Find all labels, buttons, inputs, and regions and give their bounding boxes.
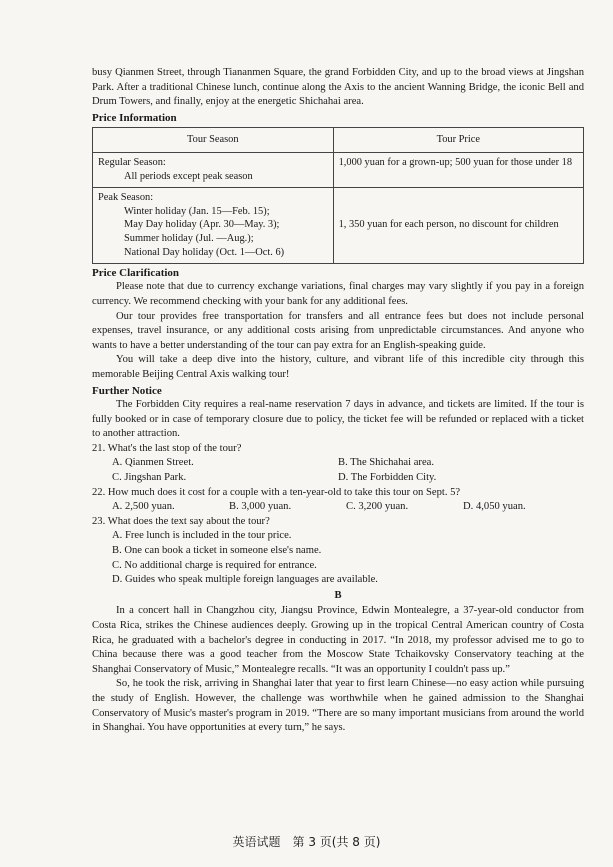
clarification-paragraph: You will take a deep dive into the history, culture, and vibrant life of this incredible city through this memorable Beijing Central Axis walking tour!: [92, 354, 584, 380]
option-row: [92, 456, 584, 471]
notice-heading: Further Notice: [92, 384, 162, 397]
peak-label: Peak Season:: [98, 191, 154, 203]
passage-b-paragraph: So, he took the risk, arriving in Shanghai later that year to first learn Chinese—no easy action while pursuing the study of English. However, the challenge was worthwhile when he gained admission to the Shanghai Conservatory of Music's master's program in 2019. “There are so many important musicians from around the world in Shanghai. You have opportunities at every turn,” he says.: [92, 678, 584, 734]
option-a: A. 2,500 yuan.: [112, 501, 175, 513]
question-stem: 23. What does the text say about the tour?: [92, 515, 270, 527]
table-header-row: [93, 128, 584, 153]
intro-paragraph: busy Qianmen Street, through Tiananmen Square, the grand Forbidden City, and up to the broad views at Jingshan Park. After a traditional Chinese lunch, continue along the Axis to the ancient Wanning Bridge, the iconic Bell and Drum Towers, and finally, enjoy at the energetic Shichahai area.: [92, 67, 584, 108]
option-d: D. Guides who speak multiple foreign languages are available.: [112, 574, 378, 586]
col-season-header: Tour Season: [93, 128, 334, 153]
option-c: C. No additional charge is required for entrance.: [112, 559, 317, 571]
regular-price-cell: 1,000 yuan for a grown-up; 500 yuan for those under 18: [333, 153, 583, 188]
option-c: C. 3,200 yuan.: [346, 501, 409, 513]
question-21: [92, 442, 584, 486]
peak-item: Summer holiday (Jul. —Aug.);: [124, 233, 254, 245]
option-a: A. Free lunch is included in the tour price.: [112, 530, 292, 542]
notice-paragraph: The Forbidden City requires a real-name reservation 7 days in advance, and tickets are limited. If the tour is fully booked or in case of temporary closure due to policy, the ticket fee will be refunded or replaced with a ticket to another attraction.: [92, 399, 584, 440]
option-b: B. 3,000 yuan.: [229, 501, 292, 513]
clarification-paragraph: Please note that due to currency exchange variations, final charges may vary slightly if you pay in a foreign currency. We recommend checking with your bank for any additional fees.: [92, 281, 584, 307]
option-b: B. The Shichahai area.: [338, 457, 434, 469]
option-row: [92, 471, 584, 486]
price-info-heading: Price Information: [92, 111, 177, 124]
price-table: [92, 127, 584, 263]
exam-page: [92, 66, 584, 736]
page-footer: 英语试题 第 3 页(共 8 页): [232, 835, 381, 849]
table-row-regular: [93, 153, 584, 188]
option-d: D. The Forbidden City.: [338, 472, 437, 484]
peak-price-cell: 1, 350 yuan for each person, no discount for children: [333, 187, 583, 263]
question-23: [92, 515, 584, 588]
question-stem: 21. What's the last stop of the tour?: [92, 442, 242, 454]
peak-item: May Day holiday (Apr. 30—May. 3);: [124, 219, 280, 231]
col-price-header: Tour Price: [333, 128, 583, 153]
table-row-peak: [93, 187, 584, 263]
peak-item: National Day holiday (Oct. 1—Oct. 6): [124, 246, 285, 258]
clarification-heading: Price Clarification: [92, 266, 180, 279]
section-b-label: B: [334, 589, 342, 601]
option-d: D. 4,050 yuan.: [463, 501, 526, 513]
option-c: C. Jingshan Park.: [112, 472, 187, 484]
option-row: [92, 500, 584, 515]
regular-season-cell: [93, 153, 334, 188]
option-b: B. One can book a ticket in someone else's name.: [112, 545, 322, 557]
clarification-paragraph: Our tour provides free transportation for transfers and all entrance fees but does not include personal expenses, travel insurance, or any additional costs arising from unpredictable circumstances. And anyone who wants to have a better understanding of the tour can pay extra for an English-speaking guide.: [92, 310, 584, 351]
peak-season-cell: [93, 187, 334, 263]
passage-b-paragraph: In a concert hall in Changzhou city, Jiangsu Province, Edwin Montealegre, a 37-year-old conductor from Costa Rica, strikes the Chinese audiences deeply. Growing up in the tropical Central American country of Costa Rica, he graduated with a bachelor's degree in conducting in 2017. “In 2018, my professor advised me to go to China because there was a good teacher from the Moscow State Tchaikovsky Conservatory teaching at the Shanghai Conservatory of Music,” Montealegre recalls. “It was an opportunity I couldn't pass up.”: [92, 605, 584, 675]
peak-item: Winter holiday (Jan. 15—Feb. 15);: [124, 205, 270, 217]
regular-detail: All periods except peak season: [124, 170, 253, 182]
question-stem: 22. How much does it cost for a couple with a ten-year-old to take this tour on Sept. 5?: [92, 486, 461, 498]
option-a: A. Qianmen Street.: [112, 457, 194, 469]
regular-label: Regular Season:: [98, 157, 166, 169]
question-22: [92, 486, 584, 515]
